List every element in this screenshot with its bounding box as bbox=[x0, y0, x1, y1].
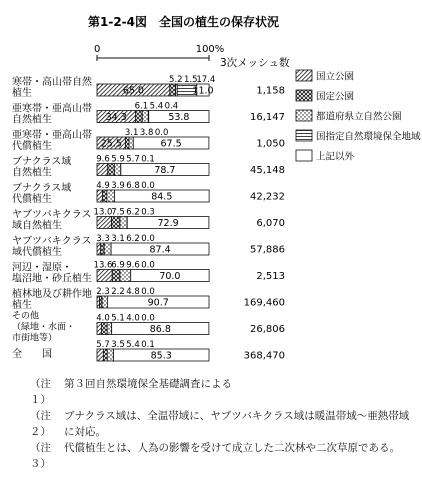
category-label: 植林地及び耕作地 bbox=[12, 289, 92, 300]
bar-segment-quasi-national-park bbox=[126, 137, 129, 149]
legend-label: 国定公園 bbox=[316, 91, 355, 103]
data-label: 90.7 bbox=[147, 297, 169, 309]
category-label: 市街地等） bbox=[12, 333, 58, 344]
chart-row bbox=[12, 181, 285, 205]
category-label: 塩沼地・砂丘植生 bbox=[12, 273, 92, 285]
data-label: 6.9 bbox=[111, 260, 125, 271]
data-label: 0.0 bbox=[154, 128, 169, 138]
chart-row bbox=[12, 310, 285, 344]
footnote-label: （注３） bbox=[30, 442, 51, 470]
category-label: 河辺・湿原・ bbox=[12, 262, 72, 274]
data-label: 0.0 bbox=[141, 313, 155, 324]
mesh-count-header: 3次メッシュ数 bbox=[220, 57, 290, 69]
mesh-count: 57,886 bbox=[250, 244, 285, 256]
legend-swatch-conservation-area bbox=[296, 130, 312, 141]
category-label: 寒帯・高山帯自然 bbox=[12, 77, 92, 88]
data-label: 25.5 bbox=[100, 138, 122, 150]
data-label: 0.0 bbox=[141, 260, 155, 271]
mesh-count: 26,806 bbox=[250, 324, 285, 335]
category-label: （緑地・水面・ bbox=[12, 322, 76, 333]
bar-segment-quasi-national-park bbox=[112, 217, 120, 229]
data-label: 2.3 bbox=[96, 287, 110, 297]
data-label: 53.8 bbox=[168, 112, 190, 123]
data-label: 0.0 bbox=[141, 287, 155, 297]
data-label: 0.1 bbox=[141, 340, 155, 350]
footnote-text: 代償植生とは、人為の影響を受けて成立した二次林や二次草原である。 bbox=[64, 442, 400, 454]
data-label: 5.7 bbox=[126, 154, 140, 165]
chart-row bbox=[12, 261, 285, 285]
legend-label: 都道府県立自然公園 bbox=[316, 111, 402, 123]
footnote-text: 第３回自然環境保全基礎調査による bbox=[64, 378, 232, 390]
category-label: 亜寒帯・亜高山帯 bbox=[12, 130, 92, 141]
mesh-count: 45,148 bbox=[250, 165, 285, 176]
data-label: 5.4 bbox=[126, 340, 140, 350]
data-label: 0.1 bbox=[141, 154, 155, 165]
data-label: 0.4 bbox=[164, 101, 179, 112]
data-label: 4.0 bbox=[96, 313, 110, 324]
bar-segment-prefectural-park bbox=[120, 217, 127, 229]
chart-row bbox=[12, 128, 285, 152]
footnote-label: （注２） bbox=[30, 410, 51, 438]
category-label: 域代償植生 bbox=[12, 247, 62, 258]
data-label: 5.1 bbox=[111, 313, 125, 324]
mesh-count: 6,070 bbox=[256, 218, 285, 229]
data-label: 84.5 bbox=[151, 191, 173, 203]
data-label: 3.1 bbox=[124, 128, 139, 138]
chart-legend bbox=[296, 70, 421, 163]
bar-segment-quasi-national-park bbox=[101, 243, 104, 255]
category-label: ヤブツバキクラス bbox=[12, 209, 92, 221]
bar-segment-prefectural-park bbox=[107, 323, 111, 335]
bar-segment-national-park bbox=[97, 217, 112, 229]
data-label: 3.5 bbox=[111, 340, 125, 350]
data-label: 78.7 bbox=[154, 165, 176, 176]
data-label: 0.0 bbox=[141, 181, 155, 191]
data-label: 5.7 bbox=[96, 340, 110, 350]
figure-title: 第1-2-4図 全国の植生の保存状況 bbox=[88, 15, 280, 29]
bar-segment-quasi-national-park bbox=[101, 323, 107, 335]
data-label: 86.8 bbox=[149, 324, 171, 335]
bar-segment-prefectural-park bbox=[104, 243, 111, 255]
data-label: 2.2 bbox=[111, 287, 125, 297]
bar-segment-quasi-national-park bbox=[103, 349, 107, 361]
data-label: 13.6 bbox=[93, 260, 113, 271]
bar-segment-quasi-national-park bbox=[112, 270, 120, 282]
chart-rows bbox=[12, 75, 285, 362]
bar-segment-quasi-national-park bbox=[170, 84, 176, 96]
chart-row bbox=[12, 234, 285, 258]
data-label: 1.5 bbox=[184, 75, 198, 85]
data-label: 6.8 bbox=[126, 181, 140, 191]
data-label: 0.3 bbox=[141, 207, 155, 218]
category-label: ブナクラス域 bbox=[12, 183, 72, 194]
data-label: 13.0 bbox=[93, 207, 113, 218]
data-label: 6.2 bbox=[126, 207, 140, 218]
data-label: 6.1 bbox=[134, 101, 149, 112]
data-label: 3.3 bbox=[96, 234, 110, 244]
legend-label: 国立公園 bbox=[316, 71, 355, 83]
legend-swatch-national-park bbox=[296, 70, 312, 81]
bar-segment-national-park bbox=[97, 164, 108, 176]
legend-label: 上記以外 bbox=[316, 151, 355, 163]
category-label: 亜寒帯・亜高山帯 bbox=[12, 103, 92, 115]
mesh-count: 169,460 bbox=[243, 297, 285, 309]
data-label: 9.6 bbox=[96, 154, 110, 165]
category-label: 代償植生 bbox=[12, 194, 52, 205]
bar-segment-quasi-national-park bbox=[102, 190, 106, 202]
mesh-count: 1,158 bbox=[256, 85, 285, 97]
chart-row bbox=[12, 75, 285, 99]
data-label: 4.8 bbox=[126, 287, 140, 297]
category-label: ヤブツバキクラス bbox=[12, 236, 92, 247]
bar-segment-prefectural-park bbox=[102, 296, 107, 308]
data-label: 7.5 bbox=[111, 207, 125, 218]
mesh-count: 42,232 bbox=[250, 191, 285, 203]
data-label: 3.8 bbox=[139, 128, 154, 138]
footnote-text: ブナクラス域は、全温帯域に、ヤブツバキクラス域は暖温帯域～亜熱帯域に対応。 bbox=[64, 410, 410, 438]
bar-segment-prefectural-park bbox=[114, 164, 120, 176]
data-label: 4.0 bbox=[126, 313, 140, 324]
category-label: 全 国 bbox=[12, 349, 52, 360]
bar-segment-prefectural-park bbox=[142, 111, 148, 123]
data-label: 3.9 bbox=[111, 181, 125, 191]
bar-segment-quasi-national-park bbox=[108, 164, 115, 176]
scale-full-label: 100% bbox=[195, 44, 225, 55]
category-label: 植生 bbox=[12, 88, 32, 99]
data-label: 4.9 bbox=[96, 181, 110, 191]
data-label: 85.3 bbox=[150, 350, 172, 362]
data-label: 5.2 bbox=[169, 75, 183, 85]
mesh-count: 1,050 bbox=[256, 138, 285, 150]
data-label: 72.9 bbox=[157, 218, 179, 229]
data-label: 65.0 bbox=[122, 85, 144, 97]
bar-segment-prefectural-park bbox=[107, 349, 113, 361]
category-label: 自然植生 bbox=[12, 114, 52, 126]
legend-swatch-other bbox=[296, 150, 312, 161]
data-label: 17.4 bbox=[196, 75, 216, 85]
data-label: 67.5 bbox=[160, 138, 182, 150]
legend-label: 国指定自然環境保全地域 bbox=[316, 131, 421, 143]
category-label: 自然植生 bbox=[12, 167, 52, 179]
footnote bbox=[30, 408, 415, 440]
legend-swatch-prefectural-park bbox=[296, 110, 312, 121]
category-label: 域自然植生 bbox=[12, 220, 62, 232]
data-label: 34.3 bbox=[105, 112, 127, 123]
bar-segment-prefectural-park bbox=[120, 270, 131, 282]
chart-row bbox=[12, 155, 285, 179]
bar-segment-national-park bbox=[97, 243, 101, 255]
data-label: 3.1 bbox=[111, 234, 125, 244]
footnote bbox=[30, 376, 415, 408]
data-label: 11.0 bbox=[192, 85, 214, 97]
legend-swatch-quasi-national-park bbox=[296, 90, 312, 101]
data-label: 87.4 bbox=[149, 244, 171, 256]
footnotes bbox=[30, 376, 415, 472]
category-label: その他 bbox=[12, 311, 40, 322]
mesh-count: 2,513 bbox=[256, 271, 285, 282]
category-label: 植生 bbox=[12, 300, 32, 311]
bar-segment-prefectural-park bbox=[129, 137, 133, 149]
data-label: 5.9 bbox=[111, 154, 125, 165]
chart-row bbox=[12, 102, 285, 126]
data-label: 70.0 bbox=[159, 271, 181, 282]
bar-segment-prefectural-park bbox=[107, 190, 115, 202]
scale-bar bbox=[97, 55, 209, 61]
mesh-count: 368,470 bbox=[243, 350, 285, 362]
chart-row bbox=[12, 208, 285, 232]
category-label: 代償植生 bbox=[12, 141, 52, 152]
bar-segment-national-park bbox=[97, 270, 112, 282]
data-label: 0.0 bbox=[141, 234, 155, 244]
chart-row bbox=[12, 287, 285, 311]
bar-segment-national-park bbox=[97, 349, 103, 361]
data-label: 6.2 bbox=[126, 234, 140, 244]
mesh-count: 16,147 bbox=[250, 112, 285, 123]
data-label: 5.4 bbox=[149, 101, 164, 112]
category-label: ブナクラス域 bbox=[12, 156, 72, 168]
bar-segment-national-park bbox=[97, 190, 102, 202]
footnote-label: （注１） bbox=[30, 378, 51, 406]
scale-zero-label: 0 bbox=[94, 44, 101, 55]
footnote bbox=[30, 440, 415, 472]
bar-segment-quasi-national-park bbox=[135, 111, 142, 123]
bar-segment-national-park bbox=[97, 323, 101, 335]
data-label: 9.6 bbox=[126, 260, 140, 271]
